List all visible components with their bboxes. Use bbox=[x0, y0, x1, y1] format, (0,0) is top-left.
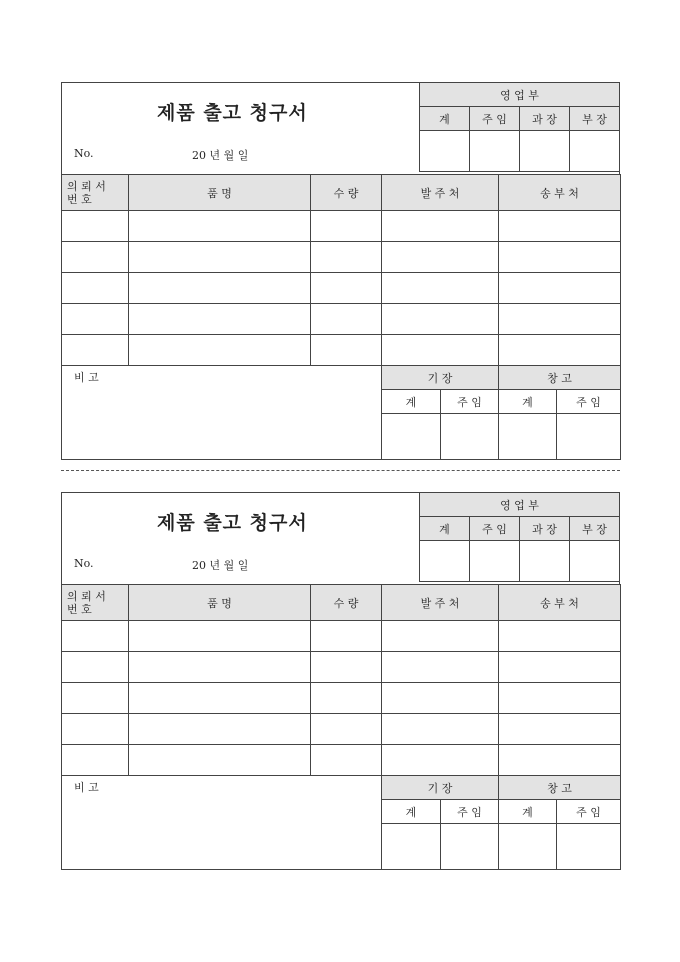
warehouse-clerk-label: 계 bbox=[499, 390, 557, 414]
quantity-header: 수 량 bbox=[311, 585, 382, 621]
ordering-party-header: 발 주 처 bbox=[382, 585, 499, 621]
signature-box[interactable] bbox=[557, 414, 621, 460]
remarks-area[interactable] bbox=[62, 366, 382, 460]
table-row[interactable] bbox=[62, 242, 621, 273]
table-row[interactable] bbox=[62, 683, 621, 714]
ledger-group-label: 기 장 bbox=[382, 776, 499, 800]
approval-col-section-head: 과 장 bbox=[520, 107, 570, 131]
date-line: 20 년 월 일 bbox=[192, 149, 249, 162]
table-row[interactable] bbox=[62, 304, 621, 335]
form-header bbox=[61, 492, 620, 584]
form-title: 제품 출고 청구서 bbox=[157, 512, 308, 534]
warehouse-chief-label: 주 임 bbox=[557, 390, 621, 414]
signature-box[interactable] bbox=[570, 541, 620, 582]
request-number-header: 의 뢰 서 번 호 bbox=[62, 175, 129, 211]
signature-box[interactable] bbox=[441, 414, 499, 460]
table-row[interactable] bbox=[62, 335, 621, 366]
signature-box[interactable] bbox=[557, 824, 621, 870]
request-form-1 bbox=[61, 82, 620, 462]
remarks-label: 비 고 bbox=[74, 371, 99, 384]
signature-box[interactable] bbox=[570, 131, 620, 172]
signature-box[interactable] bbox=[499, 414, 557, 460]
signature-box[interactable] bbox=[520, 541, 570, 582]
warehouse-group-label: 창 고 bbox=[499, 366, 621, 390]
signature-box[interactable] bbox=[470, 131, 520, 172]
form-title: 제품 출고 청구서 bbox=[157, 102, 308, 124]
signature-box[interactable] bbox=[382, 414, 441, 460]
quantity-header: 수 량 bbox=[311, 175, 382, 211]
approval-group-label: 영 업 부 bbox=[420, 83, 620, 107]
warehouse-group-label: 창 고 bbox=[499, 776, 621, 800]
request-form-2 bbox=[61, 492, 620, 872]
approval-col-dept-head: 부 장 bbox=[570, 517, 620, 541]
warehouse-clerk-label: 계 bbox=[499, 800, 557, 824]
approval-col-clerk: 계 bbox=[420, 107, 470, 131]
ledger-clerk-label: 계 bbox=[382, 800, 441, 824]
warehouse-chief-label: 주 임 bbox=[557, 800, 621, 824]
table-row[interactable] bbox=[62, 714, 621, 745]
request-number-header: 의 뢰 서 번 호 bbox=[62, 585, 129, 621]
approval-group-label: 영 업 부 bbox=[420, 493, 620, 517]
sales-approval-table bbox=[419, 492, 620, 582]
signature-box[interactable] bbox=[420, 541, 470, 582]
product-name-header: 품 명 bbox=[129, 585, 311, 621]
signature-box[interactable] bbox=[520, 131, 570, 172]
table-row[interactable] bbox=[62, 273, 621, 304]
table-row[interactable] bbox=[62, 745, 621, 776]
ordering-party-header: 발 주 처 bbox=[382, 175, 499, 211]
shipping-destination-header: 송 부 처 bbox=[499, 175, 621, 211]
date-line: 20 년 월 일 bbox=[192, 559, 249, 572]
signature-box[interactable] bbox=[382, 824, 441, 870]
form-header bbox=[61, 82, 620, 174]
approval-col-dept-head: 부 장 bbox=[570, 107, 620, 131]
ledger-clerk-label: 계 bbox=[382, 390, 441, 414]
sales-approval-table bbox=[419, 82, 620, 172]
cut-line bbox=[61, 470, 620, 471]
table-row[interactable] bbox=[62, 621, 621, 652]
signature-box[interactable] bbox=[470, 541, 520, 582]
signature-box[interactable] bbox=[420, 131, 470, 172]
approval-col-clerk: 계 bbox=[420, 517, 470, 541]
remarks-area[interactable] bbox=[62, 776, 382, 870]
signature-box[interactable] bbox=[499, 824, 557, 870]
ledger-chief-label: 주 임 bbox=[441, 390, 499, 414]
approval-col-chief: 주 임 bbox=[470, 107, 520, 131]
table-row[interactable] bbox=[62, 211, 621, 242]
number-label: No. bbox=[74, 147, 94, 160]
ledger-chief-label: 주 임 bbox=[441, 800, 499, 824]
product-name-header: 품 명 bbox=[129, 175, 311, 211]
ledger-group-label: 기 장 bbox=[382, 366, 499, 390]
shipping-destination-header: 송 부 처 bbox=[499, 585, 621, 621]
number-label: No. bbox=[74, 557, 94, 570]
approval-col-chief: 주 임 bbox=[470, 517, 520, 541]
table-row[interactable] bbox=[62, 652, 621, 683]
remarks-label: 비 고 bbox=[74, 781, 99, 794]
approval-col-section-head: 과 장 bbox=[520, 517, 570, 541]
item-table bbox=[61, 174, 621, 460]
signature-box[interactable] bbox=[441, 824, 499, 870]
item-table bbox=[61, 584, 621, 870]
